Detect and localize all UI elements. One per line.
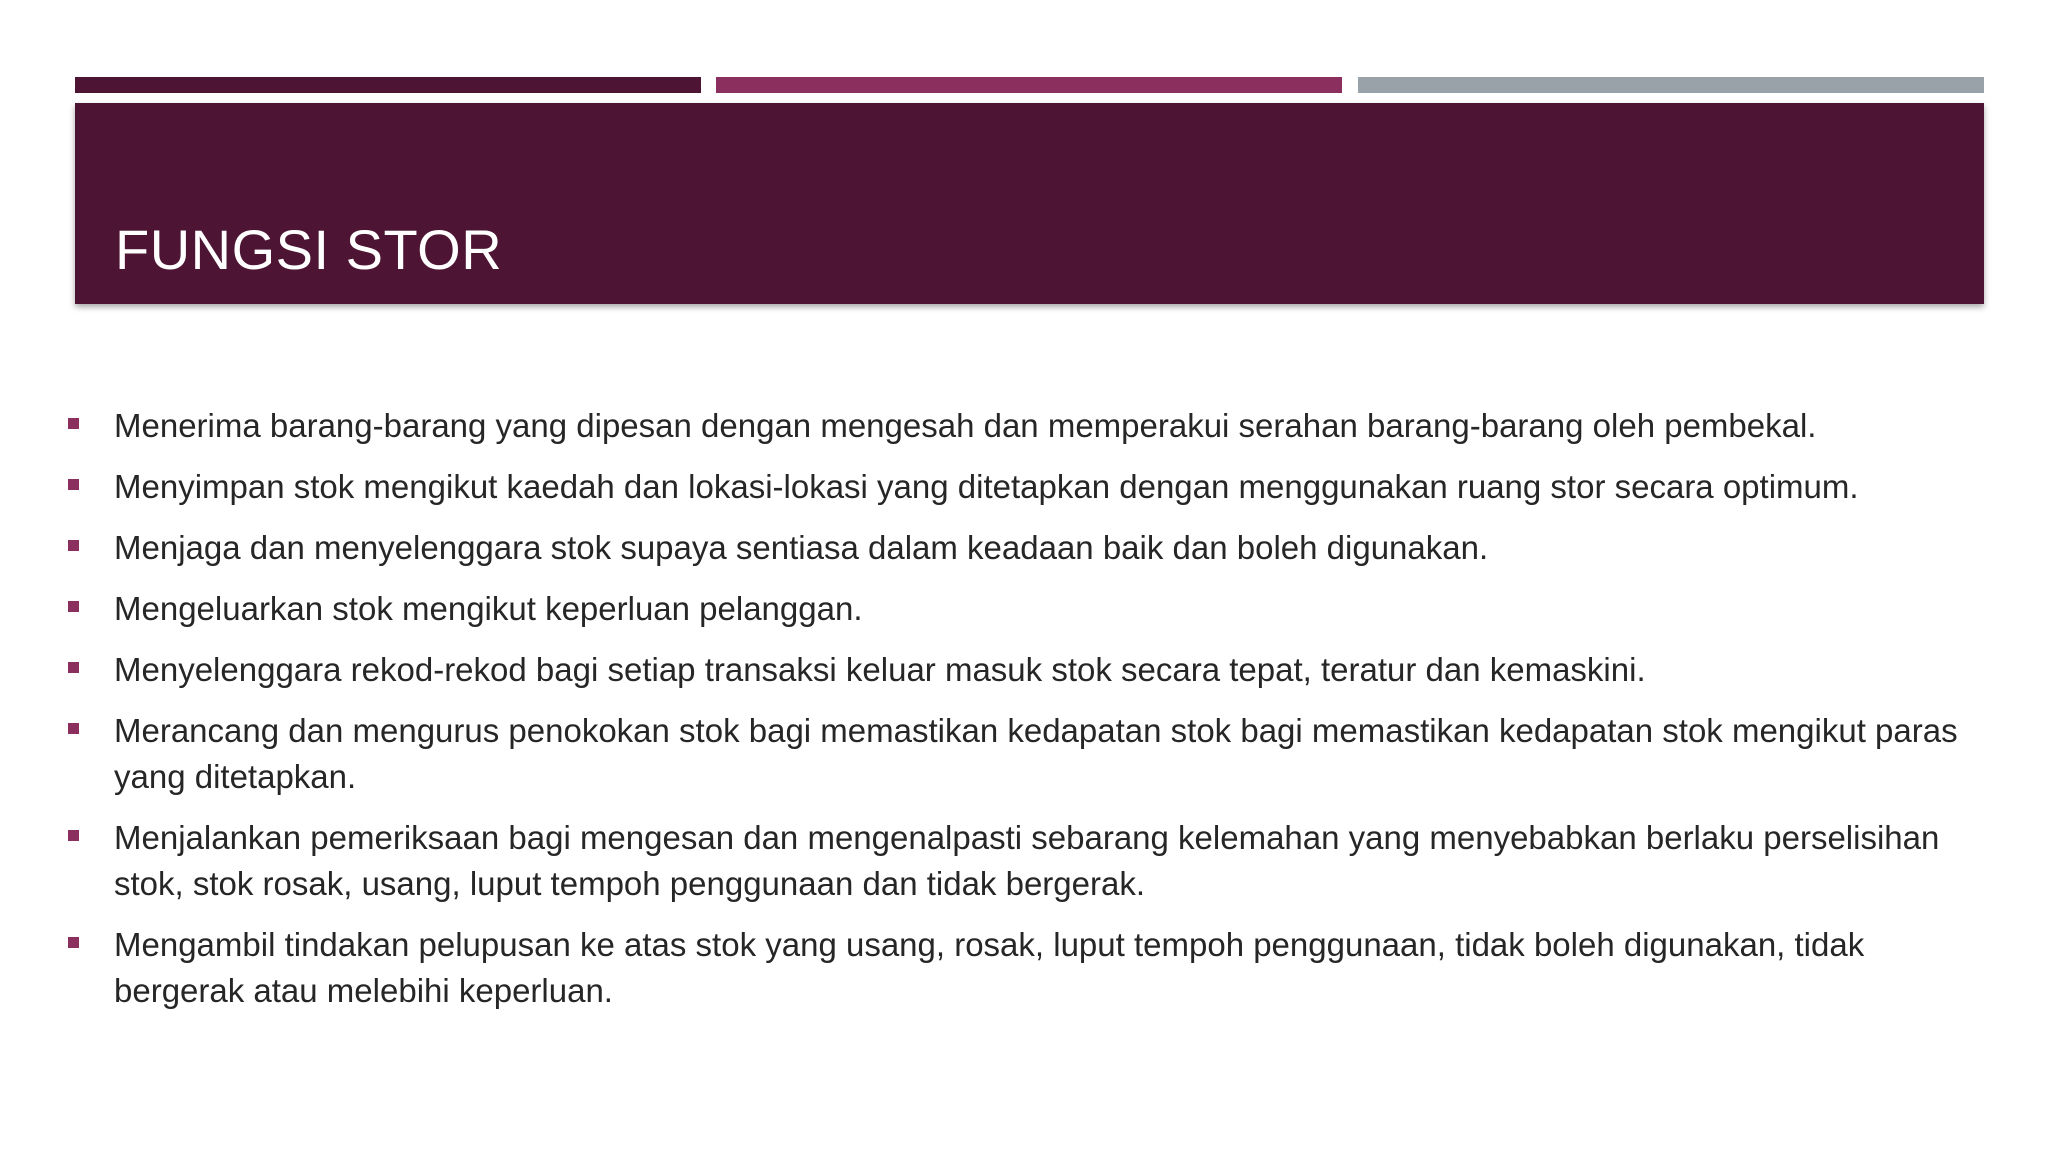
- bullet-item: [65, 922, 1965, 1014]
- bullet-text: Mengambil tindakan pelupusan ke atas stok yang usang, rosak, luput tempoh penggunaan, tidak boleh digunakan, tidak bergerak atau melebihi keperluan.: [114, 926, 1865, 1009]
- square-bullet-icon: [68, 418, 79, 429]
- bullet-text: Menyelenggara rekod-rekod bagi setiap transaksi keluar masuk stok secara tepat, teratur dan kemaskini.: [114, 651, 1646, 688]
- square-bullet-icon: [68, 937, 79, 948]
- bullet-text: Menerima barang-barang yang dipesan dengan mengesah dan memperakui serahan barang-barang oleh pembekal.: [114, 407, 1817, 444]
- square-bullet-icon: [68, 662, 79, 673]
- bullet-item: [65, 525, 1965, 571]
- square-bullet-icon: [68, 723, 79, 734]
- accent-bar-magenta: [716, 77, 1342, 93]
- bullet-item: [65, 708, 1965, 800]
- bullet-text: Merancang dan mengurus penokokan stok bagi memastikan kedapatan stok bagi memastikan kedapatan stok mengikut paras yang ditetapkan.: [114, 712, 1958, 795]
- bullet-item: [65, 586, 1965, 632]
- square-bullet-icon: [68, 540, 79, 551]
- square-bullet-icon: [68, 479, 79, 490]
- bullet-item: [65, 464, 1965, 510]
- bullet-text: Menjalankan pemeriksaan bagi mengesan dan mengenalpasti sebarang kelemahan yang menyebabkan berlaku perselisihan stok, stok rosak, usang, luput tempoh penggunaan dan tidak bergerak.: [114, 819, 1940, 902]
- bullet-item: [65, 403, 1965, 449]
- bullet-text: Menyimpan stok mengikut kaedah dan lokasi-lokasi yang ditetapkan dengan menggunakan ruang stor secara optimum.: [114, 468, 1859, 505]
- square-bullet-icon: [68, 601, 79, 612]
- bullet-item: [65, 815, 1965, 907]
- bullet-text: Mengeluarkan stok mengikut keperluan pelanggan.: [114, 590, 863, 627]
- bullet-item: [65, 647, 1965, 693]
- bullet-list: [65, 403, 1965, 1029]
- slide-title: FUNGSI STOR: [115, 218, 503, 281]
- accent-bar-dark: [75, 77, 701, 93]
- square-bullet-icon: [68, 830, 79, 841]
- title-band: [75, 103, 1984, 304]
- bullet-text: Menjaga dan menyelenggara stok supaya sentiasa dalam keadaan baik dan boleh digunakan.: [114, 529, 1489, 566]
- accent-bar-gray: [1358, 77, 1984, 93]
